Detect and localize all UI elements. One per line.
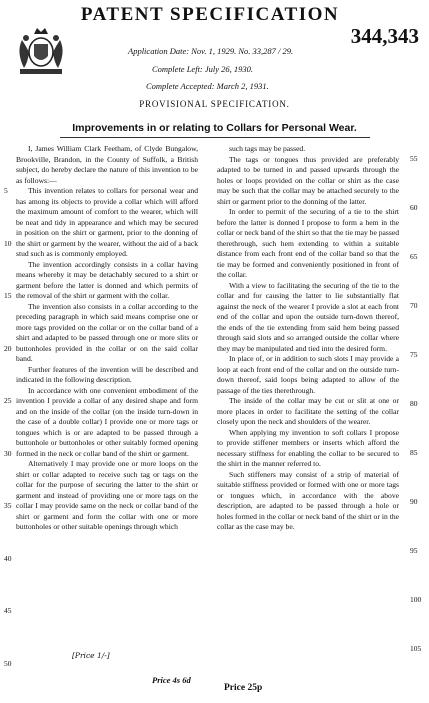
section-title: PROVISIONAL SPECIFICATION. [139, 99, 290, 109]
price-stamp: Price 25p [224, 683, 263, 693]
line-number: 15 [4, 291, 12, 300]
application-date: Application Date: Nov. 1, 1929. No. 33,287 / 29. [128, 46, 294, 56]
line-number: 35 [4, 501, 12, 510]
line-number: 95 [410, 546, 418, 555]
left-column [16, 144, 198, 533]
line-number: 30 [4, 448, 12, 458]
line-number: 20 [4, 343, 12, 353]
line-number: 10 [4, 238, 12, 248]
paragraph: In order to permit of the securing of a tie to the shirt before the latter is donned I propose to form a hem in the collar or neck band of the shirt so that the tie may be passed therethrough, such hem extending to within a suitable distance from each front end of the collar band so that the tie may be formed and conveniently positioned in front of the collar. [217, 207, 399, 279]
paragraph: The tags or tongues thus provided are preferably adapted to be turned in and passed upwards through the holes or loops provided on the collar or shirt as the case may be such that the collar may be attached securely to the shirt or garment prior to the donning of the latter. [217, 154, 399, 206]
line-number: 90 [410, 497, 418, 506]
line-number: 65 [410, 252, 418, 261]
paragraph: I, James William Clark Feetham, of Clyde Bungalow, Brookville, Brandon, in the County of Suffolk, a British subject, do hereby declare the nature of this invention to be as follows:— [16, 144, 198, 185]
line-number: 80 [410, 399, 418, 408]
right-column [217, 144, 399, 533]
line-number: 5 [4, 186, 8, 195]
line-number: 85 [410, 448, 418, 457]
line-number: 40 [4, 553, 12, 563]
line-number: 55 [410, 154, 418, 163]
paragraph: The invention accordingly consists in a collar having means whereby it may be detachably secured to a shirt or garment before the latter is donned and which permits of the removal of the shirt or garment with the collar. [16, 259, 198, 300]
document-title: PATENT SPECIFICATION [80, 4, 340, 25]
handwritten-price: Price 4s 6d [152, 675, 191, 685]
paragraph: Further features of the invention will be described and indicated in the following description. [16, 364, 198, 384]
line-number: 100 [410, 595, 422, 604]
paragraph: In accordance with one convenient embodiment of the invention I provide a collar of any desired shape and form and on the inside of the collar (on the inside turn-down in the case of a double collar) I provide one or more tags or tongues which is or are adapted to be passed through a buttonhole or buttonholes or other suitably formed opening formed in the neck or collar band of the shirt or garment. [16, 385, 198, 458]
paragraph: In place of, or in addition to such slots I may provide a loop at each front end of the collar and on the outside turn-down thereof, said loops being adapted to allow of the passage of the ties therethrough. [217, 354, 399, 395]
invention-heading: Improvements in or relating to Collars for Personal Wear. [72, 122, 357, 134]
paragraph: Such stiffeners may consist of a strip of material of suitable stiffness provided or formed with one or more tags or tongues which, in accordance with the above description, are adapted to be passed through a hole or holes formed in the collar or neck band of the shirt or in the collar as the case may be. [217, 469, 399, 531]
paragraph: such tags may be passed. [229, 144, 306, 153]
royal-coat-of-arms-icon [12, 22, 70, 78]
line-number: 105 [410, 644, 422, 653]
heading-divider [60, 137, 370, 138]
line-number: 75 [410, 350, 418, 359]
paragraph: The invention also consists in a collar according to the preceding paragraph in which said means comprise one or more tags provided on the collar or on the collar band of a shirt and adapted to be passed through one or more slits or buttonholes provided in the collar or on the said collar band. [16, 301, 198, 363]
line-number: 50 [4, 658, 12, 668]
line-number: 60 [410, 203, 418, 212]
paragraph: When applying my invention to soft collars I propose to provide stiffener members or inserts which afford the necessary stiffness for enabling the collar to be secured to the shirt in the manner referred to. [217, 427, 399, 468]
price-footnote: [Price 1/-] [72, 651, 110, 660]
patent-number: 344,343 [350, 24, 419, 48]
paragraph: This invention relates to collars for personal wear and has among its objects to provide a collar which will afford the maximum amount of comfort to the wearer, which will be neat and tidy in appearance and which may be secured in position on the shirt or garment, prior to the donning of the shirt or garment by the wearer, without the aid of a back stud such as is commonly employed. [16, 186, 198, 258]
line-number: 25 [4, 396, 12, 405]
paragraph: With a view to facilitating the securing of the tie to the collar and for causing the latter to lie substantially flat against the neck of the wearer I provide a slot at each front end of the collar and upon the outside turn-down thereof, the ends of the tie extending from said hem being passed through said slots and so arranged outside the collar where they may be manipulated and tied into the desired form. [217, 280, 399, 353]
complete-left-date: Complete Left: July 26, 1930. [152, 64, 254, 74]
paragraph: Alternatively I may provide one or more loops on the shirt or collar adapted to receive such tag or tags on the collar for the purpose of securing the latter to the shirt or garment and instead of providing one or more tags on the collar I may provide same on the neck or collar band of the shirt or garment and form the collar with one or more buttonholes or other suitable openings through which [16, 459, 198, 531]
line-number: 45 [4, 606, 12, 615]
complete-accepted-date: Complete Accepted: March 2, 1931. [146, 81, 269, 91]
header [0, 0, 429, 110]
paragraph: The inside of the collar may be cut or slit at one or more places in order to facilitate the setting of the collar closely upon the neck and shoulders of the wearer. [217, 396, 399, 426]
line-number: 70 [410, 301, 418, 310]
